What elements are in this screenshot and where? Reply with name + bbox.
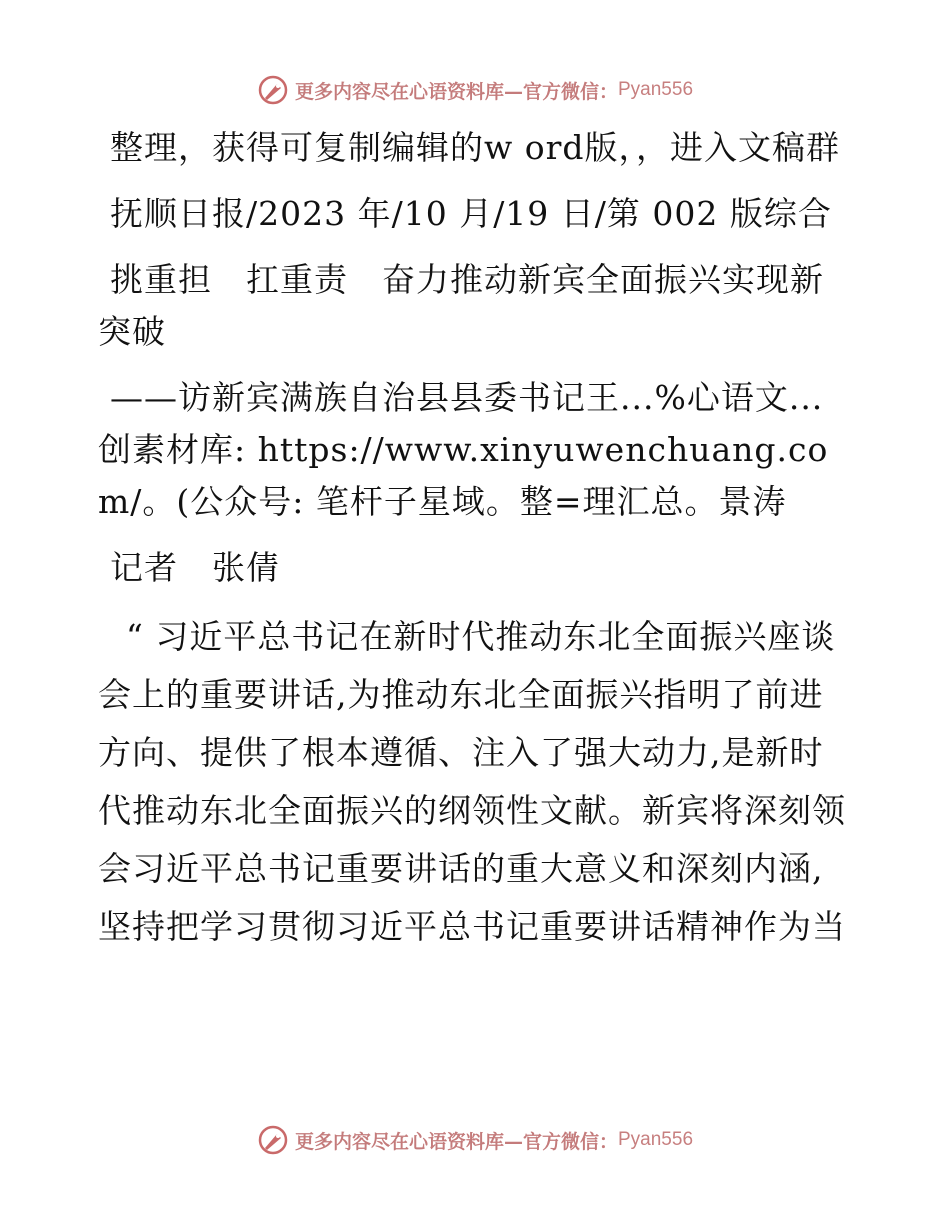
- reporter-line: 记者 张倩: [110, 548, 280, 587]
- pen-nib-logo: [257, 74, 289, 106]
- watermark-text: 更多内容尽在心语资料库—官方微信：: [294, 80, 618, 103]
- watermark-handle: Pyan556: [618, 1129, 694, 1150]
- subtitle: ——访新宾满族自治县县委书记王...%心语文...创素材库: https://www.xinyuwenchuang.com/。(公众号: 笔杆子星域。整=理汇总。景涛: [98, 378, 829, 521]
- watermark-text: 更多内容尽在心语资料库—官方微信：: [294, 1130, 618, 1153]
- source-line: 抚顺日报/2023 年/10 月/19 日/第 002 版综合: [110, 194, 832, 233]
- headline: 挑重担 扛重责 奋力推动新宾全面振兴实现新突破: [98, 260, 824, 351]
- watermark-handle: Pyan556: [618, 79, 694, 100]
- body-paragraph: “ 习近平总书记在新时代推动东北全面振兴座谈会上的重要讲话,为推动东北全面振兴指明了前进方向、提供了根本遵循、注入了强大动力,是新时代推动东北全面振兴的纲领性文献。新宾将深刻领会习近平总书记重要讲话的重大意义和深刻内涵,坚持把学习贯彻习近平总书记重要讲话精神作为当: [98, 617, 846, 946]
- intro-line: 整理，获得可复制编辑的w ord版，，进入文稿群: [110, 128, 841, 167]
- header-watermark: [0, 70, 950, 110]
- document-body: [98, 122, 850, 956]
- pen-nib-logo: [257, 1124, 289, 1156]
- footer-watermark: [0, 1120, 950, 1160]
